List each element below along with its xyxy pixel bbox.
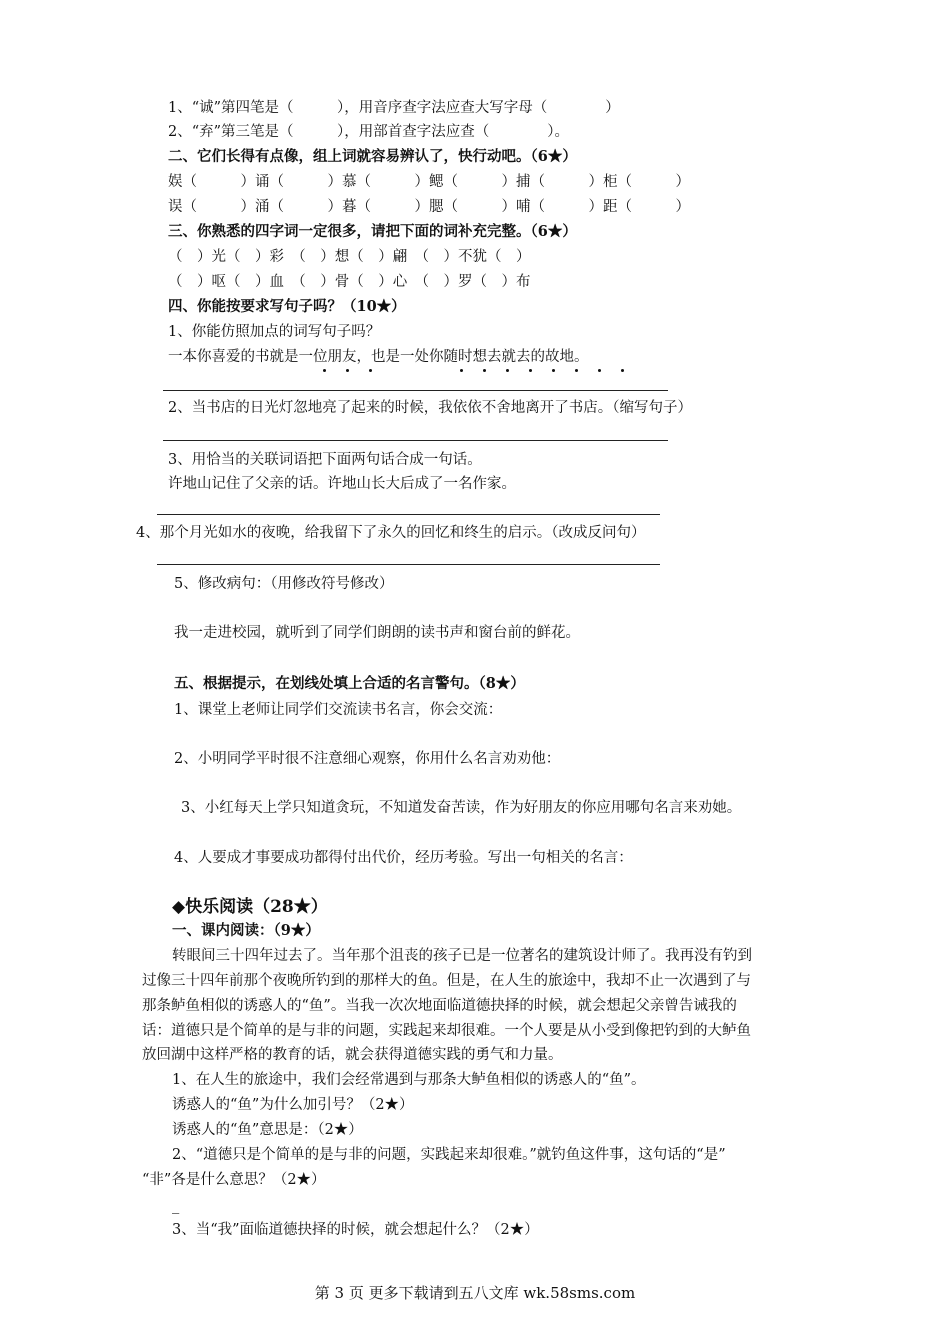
section-2-row-2: 误（ ）涌（ ）暮（ ）腮（ ）哺（ ）距（ ） bbox=[168, 199, 690, 215]
section-5-q2: 2、小明同学平时很不注意细心观察，你用什么名言劝劝他： bbox=[174, 751, 561, 767]
section-4-q5: 5、修改病句：（用修改符号修改） bbox=[174, 576, 394, 592]
reading-q2-blank: _ bbox=[172, 1198, 180, 1214]
section-5-q4: 4、人要成才事要成功都得付出代价，经历考验。写出一句相关的名言： bbox=[174, 850, 633, 866]
passage-line: 过像三十四年前那个夜晚所钓到的那样大的鱼。但是，在人生的旅途中，我却不止一次遇到了与 bbox=[142, 973, 751, 989]
section-4-q1: 1、你能仿照加点的词写句子吗？ bbox=[168, 324, 381, 340]
reading-q1: 1、在人生的旅途中，我们会经常遇到与那条大鲈鱼相似的诱惑人的“鱼”。 bbox=[172, 1072, 646, 1088]
reading-subsection-title: 一、课内阅读：（9★） bbox=[172, 922, 320, 939]
passage-line: 转眼间三十四年过去了。当年那个沮丧的孩子已是一位著名的建筑设计师了。我再没有钓到 bbox=[172, 948, 752, 964]
section-4-q3: 3、用恰当的关联词语把下面两句话合成一句话。 bbox=[168, 452, 482, 468]
section-5-q1: 1、课堂上老师让同学们交流读书名言，你会交流： bbox=[174, 702, 503, 718]
reading-q2: 2、“道德只是个简单的是与非的问题，实践起来却很难。”就钓鱼这件事，这句话的“是” bbox=[172, 1147, 726, 1163]
reading-q3: 3、当“我”面临道德抉择的时候，就会想起什么？（2★） bbox=[172, 1222, 539, 1238]
answer-line bbox=[157, 514, 660, 515]
section-4-q4: 4、那个月光如水的夜晚，给我留下了永久的回忆和终生的启示。（改成反问句） bbox=[136, 525, 646, 541]
reading-q1b: 诱惑人的“鱼”意思是：（2★） bbox=[172, 1122, 363, 1138]
section-2-row-1: 娱（ ）诵（ ）慕（ ）鳃（ ）捕（ ）柜（ ） bbox=[168, 174, 690, 190]
section-4-q5-text: 我一走进校园，就听到了同学们朗朗的读书声和窗台前的鲜花。 bbox=[174, 625, 580, 641]
section-4-title: 四、你能按要求写句子吗？（10★） bbox=[168, 298, 406, 315]
section-3-title: 三、你熟悉的四字词一定很多，请把下面的词补充完整。（6★） bbox=[168, 223, 577, 240]
passage-line: 放回湖中这样严格的教育的话，就会获得道德实践的勇气和力量。 bbox=[142, 1047, 563, 1063]
answer-line bbox=[157, 564, 660, 565]
section-3-row-1: （ ）光（ ）彩 （ ）想（ ）翩 （ ）不犹（ ） bbox=[168, 249, 531, 265]
q2-line: 2、“弃”第三笔是（ ），用部首查字法应查（ ）。 bbox=[168, 124, 570, 140]
reading-q1a: 诱惑人的“鱼”为什么加引号？（2★） bbox=[172, 1097, 414, 1113]
q1-line: 1、“诚”第四笔是（ ），用音序查字法应查大写字母（ ） bbox=[168, 100, 620, 116]
section-4-q1-text: 一本你喜爱的书就是一位朋友，也是一处你随时想去就去的故地。 bbox=[168, 349, 589, 365]
reading-q2-cont: “非”各是什么意思？（2★） bbox=[142, 1172, 326, 1188]
passage-line: 话：道德只是个简单的是与非的问题，实践起来却很难。一个人要是从小受到像把钓到的大鲈鱼 bbox=[142, 1023, 751, 1039]
answer-line bbox=[163, 440, 668, 441]
section-4-q2: 2、当书店的日光灯忽地亮了起来的时候，我依依不舍地离开了书店。（缩写句子） bbox=[168, 400, 692, 416]
section-2-title: 二、它们长得有点像，组上词就容易辨认了，快行动吧。（6★） bbox=[168, 148, 577, 165]
passage-line: 那条鲈鱼相似的诱惑人的“鱼”。当我一次次地面临道德抉择的时候，就会想起父亲曾告诫我的 bbox=[142, 998, 737, 1014]
emphasis-dots bbox=[300, 369, 640, 373]
reading-section-title: ◆快乐阅读（28★） bbox=[172, 897, 328, 917]
section-5-q3: 3、小红每天上学只知道贪玩，不知道发奋苦读，作为好朋友的你应用哪句名言来劝她。 bbox=[181, 800, 742, 816]
section-3-row-2: （ ）呕（ ）血 （ ）骨（ ）心 （ ）罗（ ）布 bbox=[168, 274, 531, 290]
section-4-q3-text: 许地山记住了父亲的话。许地山长大后成了一名作家。 bbox=[168, 476, 516, 492]
section-5-title: 五、根据提示，在划线处填上合适的名言警句。（8★） bbox=[174, 675, 525, 692]
answer-line bbox=[163, 390, 668, 391]
page-footer: 第 3 页 更多下载请到五八文库 wk.58sms.com bbox=[314, 1284, 636, 1302]
